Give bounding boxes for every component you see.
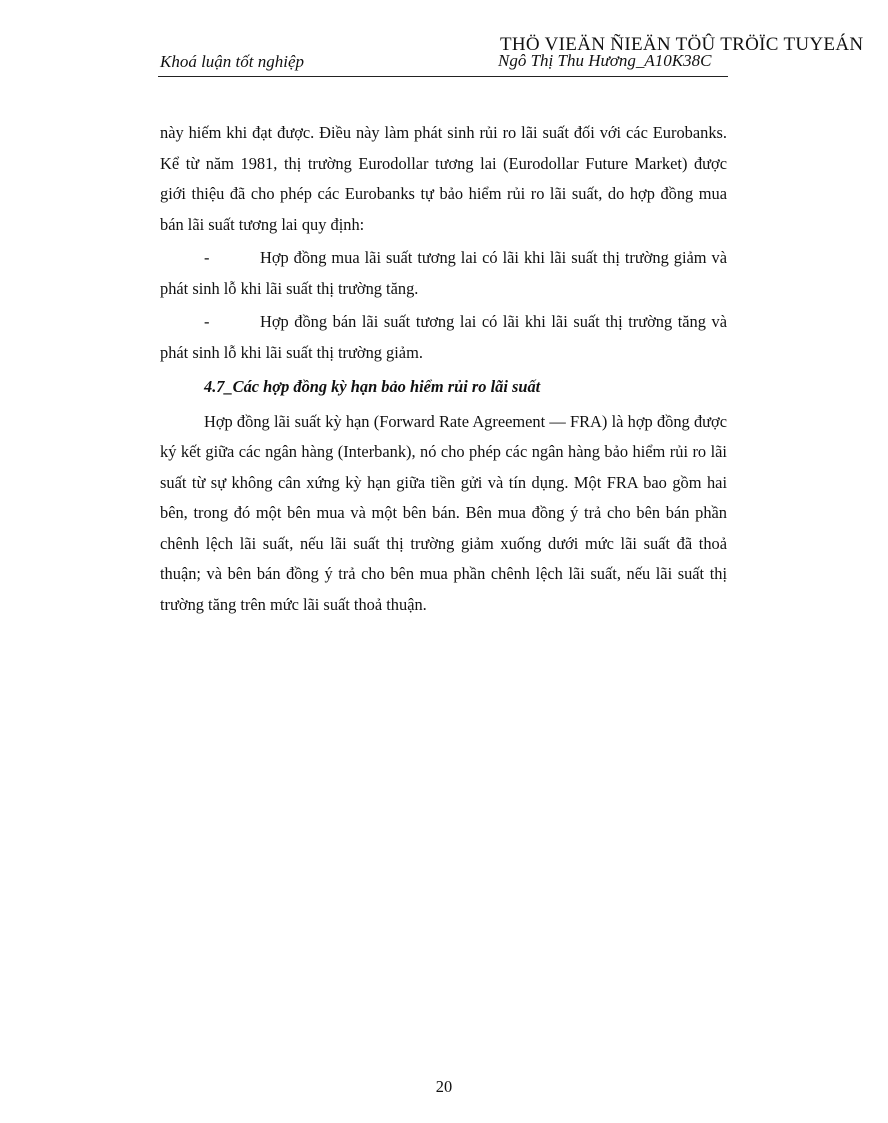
- paragraph-continuation: này hiếm khi đạt được. Điều này làm phát sinh rủi ro lãi suất đối với các Eurobanks. Kể từ năm 1981, thị trường Eurodollar tương lai (Eurodollar Future Market) được giới thiệu đã cho phép các Eurobanks tự bảo hiểm rủi ro lãi suất, do hợp đồng mua bán lãi suất tương lai quy định:: [160, 123, 727, 234]
- bullet-item-sell-contract: [160, 307, 727, 368]
- section-heading: 4.7_Các hợp đồng kỳ hạn bảo hiểm rủi ro lãi suất: [204, 377, 541, 396]
- library-watermark: THÖ VIEÄN ÑIEÄN TÖÛ TRÖÏC TUYEÁN: [500, 34, 864, 55]
- header-divider: [158, 76, 728, 77]
- header-thesis-title: Khoá luận tốt nghiệp: [160, 52, 305, 71]
- bullet-text: Hợp đồng mua lãi suất tương lai có lãi khi lãi suất thị trường giảm và phát sinh lỗ khi lãi suất thị trường tăng.: [160, 248, 727, 298]
- paragraph-fra: Hợp đồng lãi suất kỳ hạn (Forward Rate Agreement — FRA) là hợp đồng được ký kết giữa các ngân hàng (Interbank), nó cho phép các ngân hàng bảo hiểm rủi ro lãi suất từ sự không cân xứng kỳ hạn giữa tiền gửi và tín dụng. Một FRA bao gồm hai bên, trong đó một bên mua và một bên bán. Bên mua đồng ý trả cho bên bán phần chênh lệch lãi suất, nếu lãi suất thị trường giảm xuống dưới mức lãi suất đã thoả thuận; và bên bán đồng ý trả cho bên mua phần chênh lệch lãi suất, nếu lãi suất thị trường tăng trên mức lãi suất thoả thuận.: [160, 411, 727, 614]
- bullet-item-buy-contract: [160, 243, 727, 304]
- document-body: [160, 118, 727, 620]
- bullet-marker: -: [204, 312, 210, 331]
- bullet-marker: -: [204, 248, 210, 267]
- header-author-name: Ngô Thị Thu Hương_A10K38C: [498, 51, 712, 70]
- bullet-text: Hợp đồng bán lãi suất tương lai có lãi khi lãi suất thị trường tăng và phát sinh lỗ khi lãi suất thị trường giảm.: [160, 312, 727, 362]
- page-number: 20: [435, 1077, 453, 1096]
